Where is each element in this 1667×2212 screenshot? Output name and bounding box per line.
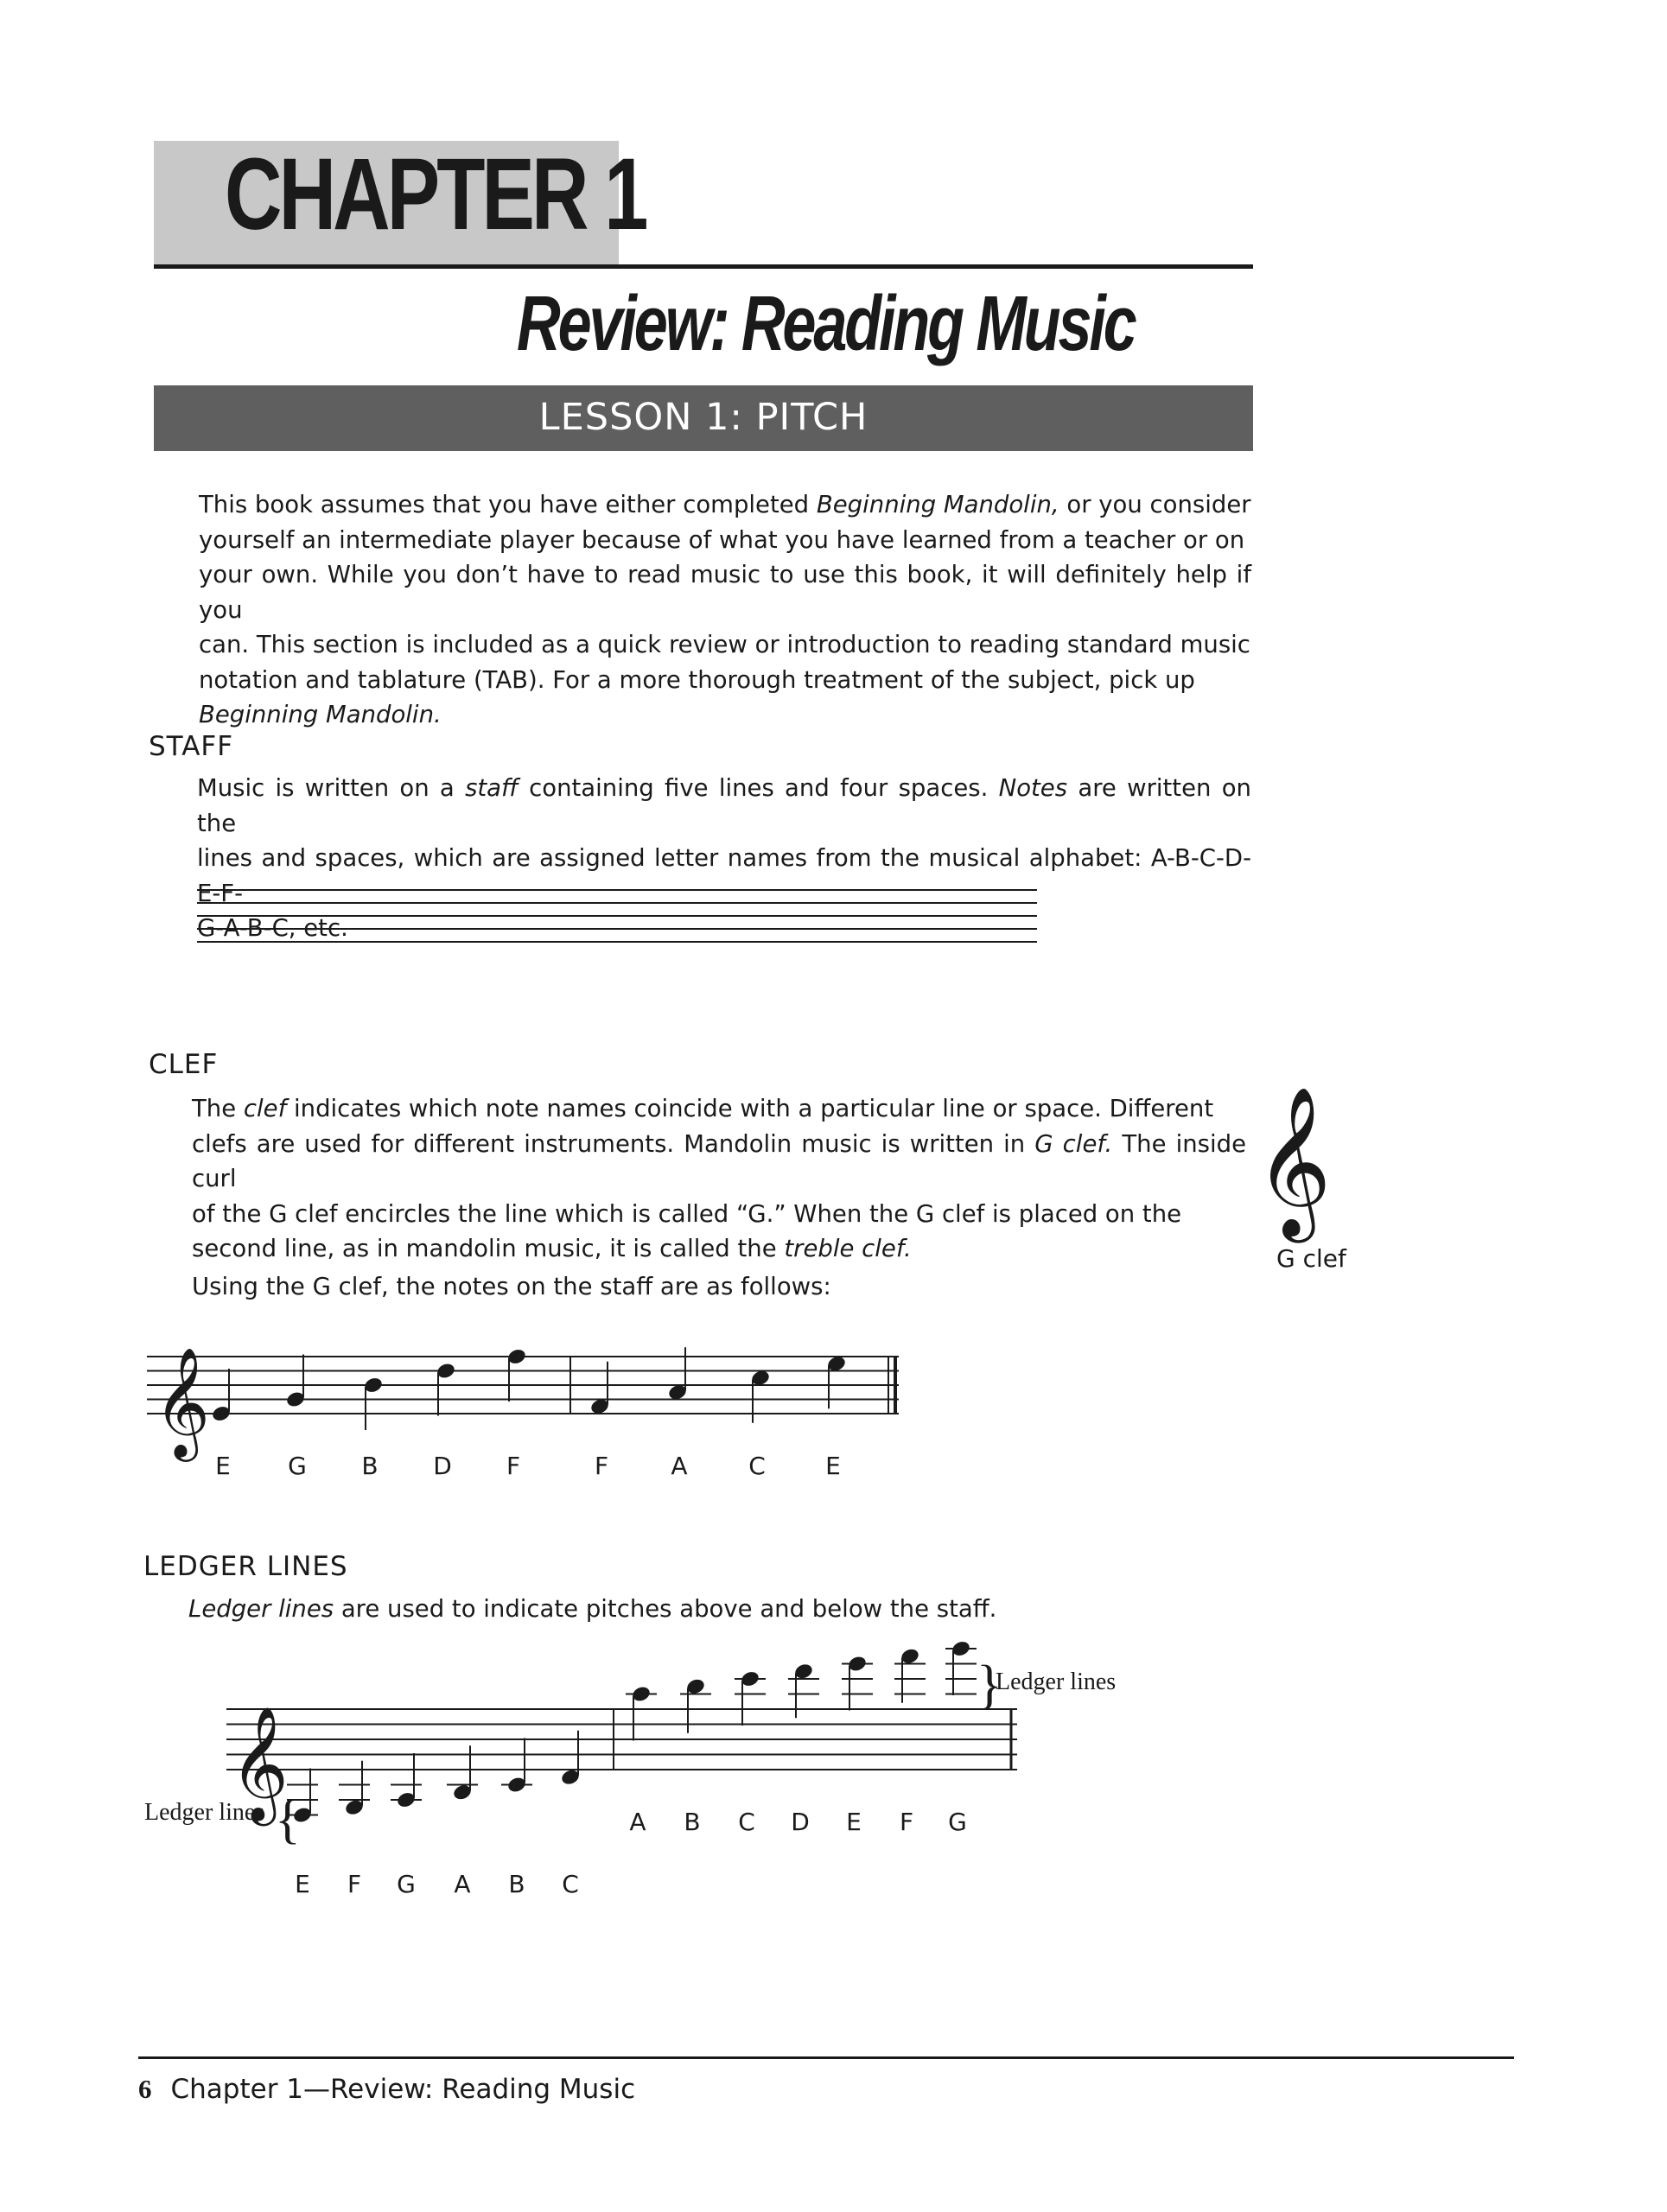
treble-clef-glyph: 𝄞 [154,1346,211,1457]
note-name: E [295,1870,310,1898]
note-name: D [791,1808,810,1836]
note-name: F [506,1452,521,1480]
note-name: B [508,1870,525,1898]
note-name: E [215,1452,231,1480]
lesson-title: LESSON 1: PITCH [538,396,868,439]
note-name: D [433,1452,452,1480]
note-name: G [397,1870,416,1898]
clef-paragraph: The clef indicates which note names coincide with a particular line or space. Different clefs are used for different instruments. Mandolin music is written in G clef. The inside curl of the G clef encircles the line which is called “G.” When the G clef is placed on the second line, as in mandolin music, it is called the treble clef. [192,1095,1247,1262]
right-brace: } [977,1656,1002,1714]
left-brace: { [275,1790,301,1849]
empty-staff [197,890,1037,942]
left-ledger-label: Ledger lines [144,1799,265,1826]
chapter-title: CHAPTER 1 [225,137,646,251]
note-name: A [454,1870,471,1898]
ledger-lines-example [144,1639,1116,1898]
staff-paragraph: Music is written on a staff containing five lines and four spaces. Notes are written on the lines and spaces, which are assigned letter names from the musical alphabet: A-B-C-D-E-F- G-A-B-C, etc. [197,774,1251,942]
ledger-text: Ledger lines are used to indicate pitches above and below the staff. [188,1595,997,1623]
note-name: A [671,1452,688,1480]
note-name: G [948,1808,967,1836]
note-name: F [594,1452,609,1480]
clef-heading: CLEF [149,1049,219,1080]
note-name: F [347,1870,362,1898]
note-name: E [846,1808,862,1836]
ledger-heading: LEDGER LINES [143,1551,348,1582]
staff-notes-example [147,1346,899,1480]
right-ledger-label: Ledger lines [996,1669,1117,1695]
treble-clef-glyph: 𝄞 [1255,1086,1332,1236]
note-name: F [899,1808,914,1836]
g-clef-caption: G clef [1276,1244,1346,1273]
note-name: C [738,1808,755,1836]
intro-paragraph: This book assumes that you have either completed Beginning Mandolin, or you consider yourself an intermediate player because of what you have learned from a teacher or on your own. While you don’t have to read music to use this book, it will definitely help if you can. This section is included as a quick review or introduction to reading standard music notation and tablature (TAB). For a more thorough treatment of the subject, pick up Beginning Mandolin. [199,491,1251,728]
note-name: E [825,1452,841,1480]
chapter-subtitle: Review: Reading Music [517,281,1135,367]
page-number: 6 [138,2074,152,2104]
note-name: C [748,1452,766,1480]
note-name: C [562,1870,579,1898]
note-name: A [629,1808,646,1836]
staff-heading: STAFF [149,731,234,762]
treble-clef-icon [1255,1086,1332,1243]
using-text: Using the G clef, the notes on the staff are as follows: [192,1273,831,1300]
note-name: B [684,1808,701,1836]
treble-clef-glyph: 𝄞 [230,1706,289,1821]
footer-title: Chapter 1—Review: Reading Music [170,2074,636,2105]
note-name: B [361,1452,379,1480]
note-name: G [288,1452,307,1480]
